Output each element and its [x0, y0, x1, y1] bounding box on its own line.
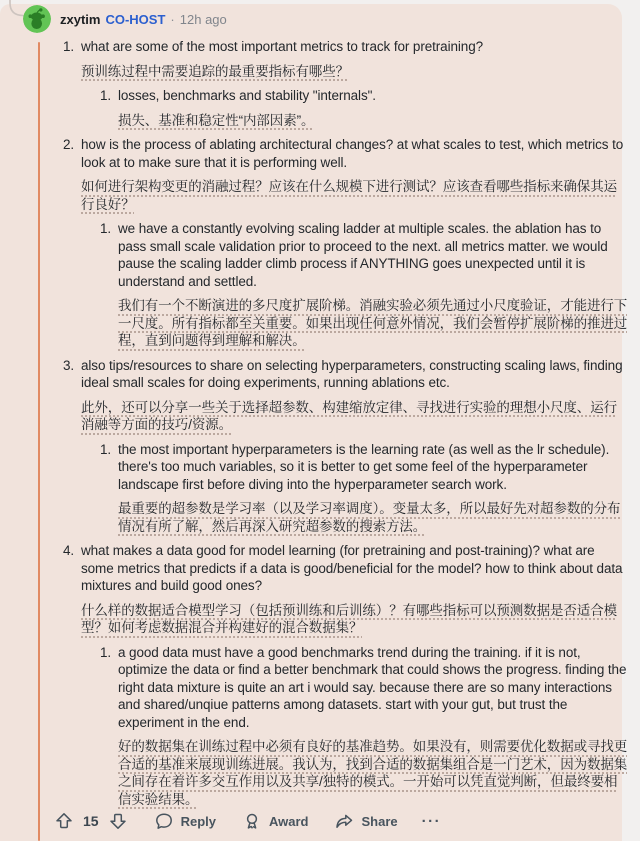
- comment-collapse-thread-line[interactable]: [38, 42, 40, 841]
- answer-item: [97, 644, 628, 816]
- question-item-3: [56, 357, 628, 543]
- vote-count: 15: [83, 813, 99, 829]
- question-item-4: [56, 542, 628, 815]
- upvote-button[interactable]: [54, 811, 74, 831]
- question-item-1: [56, 38, 628, 136]
- question-translation-zh: 预训练过程中需要追踪的最重要指标有哪些？: [81, 63, 349, 79]
- more-options-button[interactable]: [422, 813, 442, 830]
- list-item-content: [81, 136, 628, 357]
- list-item-number: 1.: [99, 441, 111, 457]
- list-item-content: [81, 542, 628, 815]
- share-label: Share: [361, 813, 398, 829]
- comment-timestamp: 12h ago: [179, 12, 227, 27]
- award-icon: [242, 811, 262, 831]
- answer-translation-zh: 我们有一个不断演进的多尺度扩展阶梯。消融实验必须先通过小尺度验证，才能进行下一尺度。所有指标都至关重要。如果出现任何意外情况，我们会暂停扩展阶梯的推进过程，直到问题得到理解和解决。: [118, 298, 628, 348]
- comment-header: [60, 12, 227, 27]
- question-item-2: [56, 136, 628, 357]
- list-item-content: [118, 87, 628, 136]
- comment-body: [56, 38, 628, 815]
- list-item-number: 3.: [62, 357, 74, 373]
- award-label: Award: [268, 813, 309, 829]
- question-translation-zh: 什么样的数据适合模型学习（包括预训练和后训练）？有哪些指标可以预测数据是否适合模型？如何考虑数据混合并构建好的混合数据集？: [81, 602, 617, 635]
- downvote-button[interactable]: [108, 811, 128, 831]
- list-item-content: [81, 357, 628, 543]
- answer-text-en: the most important hyperparameters is the learning rate (as well as the lr schedule). there's too much variables, so it is better to get some feel of the hyperparameter landscape first before diving into the hyperparameter search work.: [118, 441, 610, 492]
- reply-label: Reply: [180, 813, 216, 829]
- share-button[interactable]: [334, 811, 397, 831]
- question-text-en: what are some of the most important metrics to track for pretraining?: [81, 39, 484, 54]
- answer-item: [97, 220, 628, 357]
- list-item-number: 1.: [99, 644, 111, 660]
- list-item-number: 1.: [99, 221, 111, 236]
- reply-icon: [154, 811, 174, 831]
- question-text-en: also tips/resources to share on selecting hyperparameters, constructing scaling laws, finding ideal small scales for doing experiments, running ablations etc.: [81, 357, 623, 390]
- answer-translation-zh: 最重要的超参数是学习率（以及学习率调度）。变量太多，所以最好先对超参数的分布情况有所了解，然后再深入研究超参数的搜索方法。: [118, 501, 621, 534]
- answer-text-en: losses, benchmarks and stability "internals".: [118, 88, 376, 103]
- list-item-number: 1.: [99, 88, 111, 103]
- answer-item: [97, 441, 628, 543]
- list-item-number: 2.: [62, 137, 74, 152]
- list-item-content: [118, 220, 628, 357]
- answer-translation-zh: 好的数据集在训练过程中必须有良好的基准趋势。如果没有，则需要优化数据或寻找更合适的基准来展现训练进展。我认为，找到合适的数据集组合是一门艺术，因为数据集之间存在着许多交互作用以及共享/独特的模式。一开始可以凭直觉判断，但最终要相信实验结果。: [118, 739, 628, 807]
- downvote-icon: [108, 811, 128, 831]
- avatar[interactable]: [23, 5, 51, 33]
- list-item-content: [118, 644, 628, 816]
- comment-action-bar: [54, 808, 441, 834]
- reply-button[interactable]: [154, 811, 216, 831]
- metadata-separator: ·: [170, 12, 175, 27]
- award-button[interactable]: [242, 811, 309, 831]
- answer-text-en: we have a constantly evolving scaling ladder at multiple scales. the ablation has to pass small scale validation prior to proceed to the next. all metrics matter. we would pause the scaling ladder climb process if ANYTHING goes unexpected until it is understand and settled.: [118, 221, 608, 289]
- username-link[interactable]: zxytim: [60, 12, 101, 27]
- share-icon: [334, 811, 354, 831]
- question-translation-zh: 此外，还可以分享一些关于选择超参数、构建缩放定律、寻找进行实验的理想小尺度、运行消融等方面的技巧/资源。: [81, 399, 617, 432]
- question-text-en: what makes a data good for model learning (for pretraining and post-training)? what are some metrics that predicts if a data is good/beneficial for the model? how to think about data mixtures and build good ones?: [81, 543, 623, 593]
- question-text-en: how is the process of ablating architectural changes? at what scales to test, which metrics to look at to make sure that it is performing well.: [81, 137, 624, 170]
- answer-text-en: a good data must have a good benchmarks trend during the training. if it is not, optimize the data or find a better benchmark that could shows the progress. finding the right data mixture is quite an art i would say. because there are so many interactions and shared/unqiue patterns among datasets. start with your gut, but trust the experiment in the end.: [118, 644, 627, 730]
- list-item-content: [81, 38, 628, 136]
- list-item-number: 4.: [62, 543, 74, 558]
- snoo-avatar-icon: [23, 5, 51, 33]
- list-item-content: [118, 441, 628, 543]
- cohost-flair-badge: CO-HOST: [105, 12, 166, 27]
- upvote-icon: [54, 811, 74, 831]
- more-icon: ···: [421, 812, 442, 830]
- list-item-number: 1.: [62, 39, 74, 54]
- question-translation-zh: 如何进行架构变更的消融过程？应该在什么规模下进行测试？应该查看哪些指标来确保其运行良好？: [81, 179, 617, 212]
- answer-item: [97, 87, 628, 136]
- answer-translation-zh: 损失、基准和稳定性“内部因素”。: [118, 112, 315, 128]
